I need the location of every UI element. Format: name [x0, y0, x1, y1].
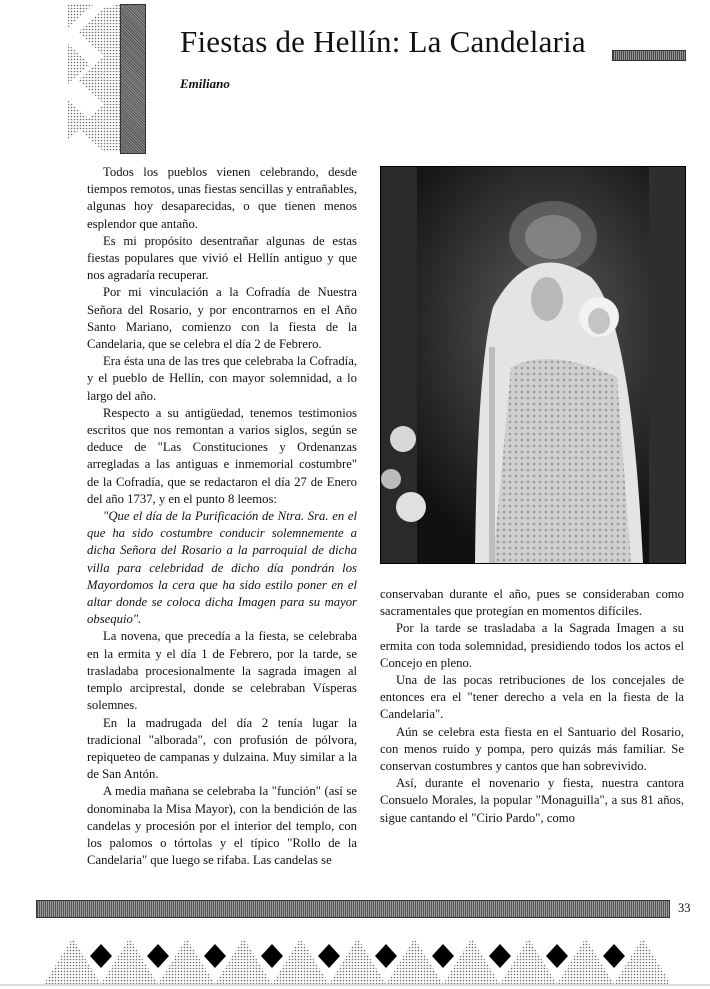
ornament-diamond — [318, 944, 340, 968]
paragraph: En la madrugada del día 2 tenía lugar la tradicional "alborada", con profusión de pólvora, repiqueteo de campanas y dulzaina. Muy similar a la de San Antón. — [87, 715, 357, 782]
diamond-ornament-icon — [36, 934, 668, 984]
page-title: Fiestas de Hellín: La Candelaria — [180, 24, 586, 59]
ornament-diamond — [432, 944, 454, 968]
author-byline: Emiliano — [180, 76, 230, 91]
paragraph: A media mañana se celebraba la "función" (así se donominaba la Misa Mayor), con la bendición de las candelas y procesión por el interior del templo, con los palomos o tórtolas y el típico "Rollo de la Candelaria" que luego se rifaba. Las candelas se — [87, 784, 357, 868]
ornament-triangle — [101, 938, 158, 984]
ornament-triangle — [386, 938, 443, 984]
paragraph: Así, durante el novenario y fiesta, nuestra cantora Consuelo Morales, la popular "Monaguilla", a sus 81 años, sigue cantando el "Cirio Pardo", como — [380, 776, 684, 825]
paragraph: La novena, que precedía a la fiesta, se celebraba en la ermita y el día 1 de Febrero, por la tarde, se trasladaba procesionalmente la sagrada imagen al templo arciprestal, donde se celebraban Vísperas solemnes. — [87, 629, 357, 713]
ornament-diamond — [489, 944, 511, 968]
title-rule — [612, 50, 686, 61]
page-edge-rule — [0, 984, 710, 986]
ornament-diamond — [261, 944, 283, 968]
ornament-triangle — [158, 938, 215, 984]
ornament-diamond — [204, 944, 226, 968]
zigzag-ornament-icon — [64, 4, 126, 152]
ornament-diamond — [603, 944, 625, 968]
footer-bar — [36, 900, 670, 918]
ornament-triangle — [557, 938, 614, 984]
title-side-bar — [120, 4, 146, 154]
ornament-diamond — [90, 944, 112, 968]
paragraph: Aún se celebra esta fiesta en el Santuario del Rosario, con menos ruido y pompa, pero quizás más familiar. Se conservan costumbres y cantos que han sobrevivido. — [380, 724, 684, 774]
ornament-triangle — [500, 938, 557, 984]
ornament-triangle — [215, 938, 272, 984]
ornament-triangle — [443, 938, 500, 984]
virgin-statue-photo — [380, 166, 686, 564]
ornament-diamond — [147, 944, 169, 968]
paragraph: conservaban durante el año, pues se consideraban como sacramentales que protegían en momentos difíciles. — [380, 587, 684, 619]
paragraph: Por la tarde se trasladaba a la Sagrada Imagen a su ermita con toda solemnidad, presidiendo todos los actos el Concejo en pleno. — [380, 621, 684, 670]
article-right-column — [380, 586, 684, 827]
ornament-triangle — [272, 938, 329, 984]
page-number: 33 — [678, 901, 691, 915]
ornament-triangle — [329, 938, 386, 984]
paragraph: Respecto a su antigüedad, tenemos testimonios escritos que nos remontan a varios siglos, según se deduce de "Las Constituciones y Ordenanzas arregladas a las antiguas e inmemorial costumbre" de la Cofradía, que se redactaron el día 27 de Enero del año 1737, y en el punto 8 leemos: — [87, 405, 357, 506]
ornament-diamond — [546, 944, 568, 968]
paragraph: Era ésta una de las tres que celebraba la Cofradía, y el pueblo de Hellín, con mayor solemnidad, a lo largo del año. — [87, 354, 357, 403]
ornament-diamond — [375, 944, 397, 968]
article-left-column — [87, 164, 357, 869]
paragraph: Una de las pocas retribuciones de los concejales de entonces era el "tener derecho a vela en la fiesta de la Candelaria". — [380, 673, 684, 722]
ornament-triangle — [614, 938, 668, 984]
quoted-paragraph: "Que el día de la Purificación de Ntra. Sra. en el que ha sido costumbre conducir solemnemente a dicha Señora del Rosario a la parroquial de dicha villa para celebridad de dicho día pondrán los Mayordomos la cera que ha sido estilo poner en el altar donde se coloca dicha Imagen para su mayor obsequio". — [87, 509, 357, 627]
ornament-triangle — [44, 938, 101, 984]
paragraph: Es mi propósito desentrañar algunas de estas fiestas populares que vivió el Hellín antiguo y que nos agradaría recuperar. — [87, 233, 357, 283]
paragraph: Por mi vinculación a la Cofradía de Nuestra Señora del Rosario, y por encontrarnos en el Año Santo Mariano, comienzo con la fiesta de la Candelaria, que se celebra el día 2 de Febrero. — [87, 285, 357, 352]
paragraph: Todos los pueblos vienen celebrando, desde tiempos remotos, unas fiestas sencillas y entrañables, algunas hoy desaparecidas, o que tienen menos esplendor que antaño. — [87, 165, 357, 231]
